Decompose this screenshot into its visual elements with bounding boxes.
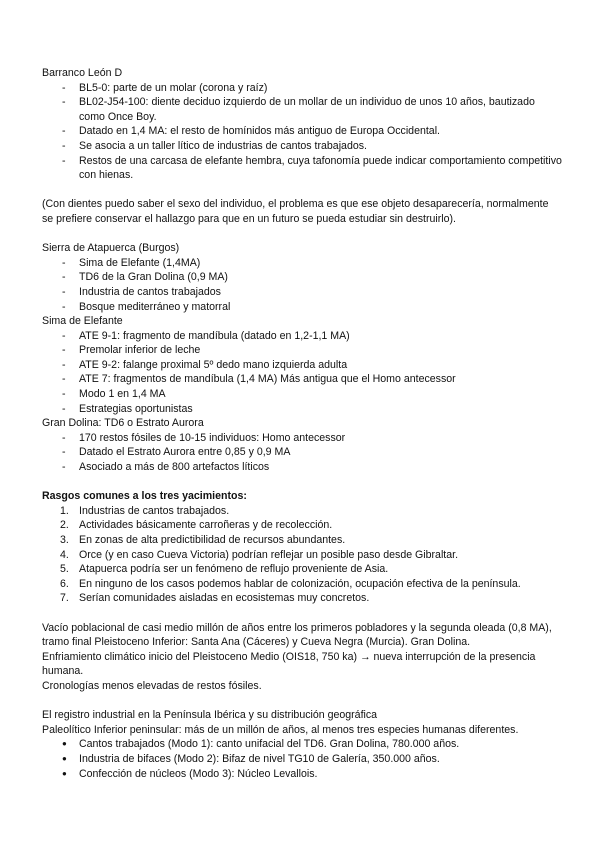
item-text: Actividades básicamente carroñeras y de recolección. <box>79 519 333 532</box>
cronologias-paragraph: Cronologías menos elevadas de restos fósiles. <box>42 679 262 692</box>
list-item <box>42 518 562 533</box>
list-item <box>42 591 562 606</box>
list-item <box>42 548 562 563</box>
document-page <box>42 66 562 781</box>
list-item: - Bosque mediterráneo y matorral <box>42 300 562 315</box>
list-item: ● Industria de bifaces (Modo 2): Bifaz de nivel TG10 de Galería, 350.000 años. <box>42 752 562 767</box>
barranco-list <box>42 81 562 183</box>
list-item: ● Confección de núcleos (Modo 3): Núcleo Levallois. <box>42 767 562 782</box>
list-item: - Asociado a más de 800 artefactos líticos <box>42 460 562 475</box>
list-item <box>42 504 562 519</box>
list-item: - Estrategias oportunistas <box>42 402 562 417</box>
enfriamiento-paragraph: Enfriamiento climático inicio del Pleistoceno Medio (OIS18, 750 ka) → nueva interrupción de la presencia humana. <box>42 650 536 678</box>
item-number: 5. <box>60 563 69 576</box>
list-item <box>42 577 562 592</box>
list-item: - Datado el Estrato Aurora entre 0,85 y 0,9 MA <box>42 445 562 460</box>
rasgos-heading: Rasgos comunes a los tres yacimientos: <box>42 490 247 503</box>
list-item: - BL5-0: parte de un molar (corona y raíz) <box>42 81 562 96</box>
item-number: 1. <box>60 504 69 517</box>
list-item: - Sima de Elefante (1,4MA) <box>42 256 562 271</box>
atapuerca-title: Sierra de Atapuerca (Burgos) <box>42 242 180 255</box>
item-text: Orce (y en caso Cueva Victoria) podrían reflejar un posible paso desde Gibraltar. <box>79 548 459 561</box>
sima-title: Sima de Elefante <box>42 315 123 328</box>
registro-title: El registro industrial en la Península Ibérica y su distribución geográfica <box>42 709 378 722</box>
list-item: ● Cantos trabajados (Modo 1): canto unifacial del TD6. Gran Dolina, 780.000 años. <box>42 737 562 752</box>
vacio-paragraph: Vacío poblacional de casi medio millón de años entre los primeros pobladores y la segunda oleada (0,8 MA), tramo final Pleistoceno Inferior: Santa Ana (Cáceres) y Cueva Negra (Murcia). Gran Dolina. <box>42 621 552 649</box>
list-item: - ATE 9-1: fragmento de mandíbula (datado en 1,2-1,1 MA) <box>42 329 562 344</box>
item-text: Atapuerca podría ser un fenómeno de reflujo proveniente de Asia. <box>79 563 389 576</box>
registro-subtitle: Paleolítico Inferior peninsular: más de un millón de años, al menos tres especies humanas diferentes. <box>42 723 519 736</box>
sima-list <box>42 329 562 417</box>
item-text: En zonas de alta predictibilidad de recursos abundantes. <box>79 534 346 546</box>
item-number: 6. <box>60 577 69 590</box>
barranco-title: Barranco León D <box>42 67 123 79</box>
rasgos-list <box>42 504 562 606</box>
note-paragraph: (Con dientes puedo saber el sexo del individuo, el problema es que ese objeto desaparecería, normalmente se prefiere conservar el hallazgo para que en un futuro se pueda estudiar sin destruirlo). <box>42 198 549 225</box>
list-item: - TD6 de la Gran Dolina (0,9 MA) <box>42 270 562 285</box>
list-item: - BL02-J54-100: diente deciduo izquierdo de un mollar de un individuo de unos 10 años, bautizado como Once Boy. <box>42 95 562 124</box>
list-item: - Restos de una carcasa de elefante hembra, cuya tafonomía puede indicar comportamiento competitivo con hienas. <box>42 154 562 183</box>
atapuerca-list <box>42 256 562 314</box>
item-text: Industrias de cantos trabajados. <box>79 504 230 517</box>
list-item: - Datado en 1,4 MA: el resto de homínidos más antiguo de Europa Occidental. <box>42 124 562 139</box>
list-item: - ATE 9-2: falange proximal 5º dedo mano izquierda adulta <box>42 358 562 373</box>
list-item: - Se asocia a un taller lítico de industrias de cantos trabajados. <box>42 139 562 154</box>
list-item: - Premolar inferior de leche <box>42 343 562 358</box>
list-item: - 170 restos fósiles de 10-15 individuos: Homo antecessor <box>42 431 562 446</box>
list-item <box>42 533 562 548</box>
list-item: - ATE 7: fragmentos de mandíbula (1,4 MA) Más antigua que el Homo antecessor <box>42 372 562 387</box>
item-number: 4. <box>60 548 69 561</box>
registro-list <box>42 737 562 781</box>
item-number: 2. <box>60 519 69 532</box>
item-number: 7. <box>60 592 69 605</box>
item-number: 3. <box>60 534 69 546</box>
item-text: En ninguno de los casos podemos hablar de colonización, ocupación efectiva de la península. <box>79 577 521 590</box>
list-item <box>42 562 562 577</box>
dolina-list <box>42 431 562 475</box>
dolina-title: Gran Dolina: TD6 o Estrato Aurora <box>42 417 204 430</box>
item-text: Serían comunidades aisladas en ecosistemas muy concretos. <box>79 592 370 605</box>
list-item: - Modo 1 en 1,4 MA <box>42 387 562 402</box>
list-item: - Industria de cantos trabajados <box>42 285 562 300</box>
